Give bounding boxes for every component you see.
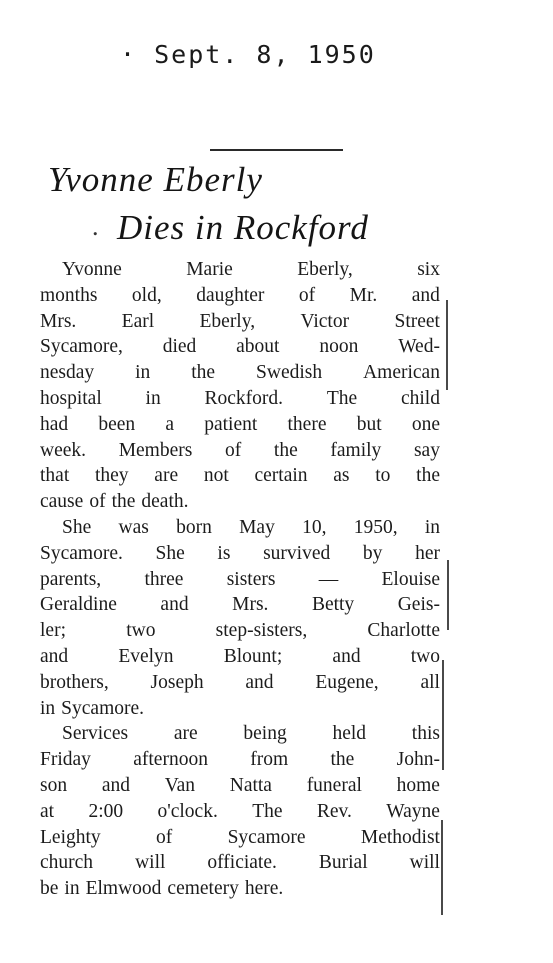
body-line: Yvonne Marie Eberly, six — [62, 259, 440, 280]
clipping-edge-mark — [447, 560, 449, 630]
headline-mark: . — [92, 212, 99, 241]
body-line: Friday afternoon from the John- — [40, 749, 440, 771]
headline-line-1: Yvonne Eberly — [48, 160, 263, 199]
body-line: Services are being held this — [62, 723, 440, 745]
body-line: months old, daughter of Mr. and — [40, 284, 440, 306]
body-line: Geraldine and Mrs. Betty Geis- — [40, 594, 440, 616]
body-line: brothers, Joseph and Eugene, all — [40, 671, 440, 693]
body-line: in Sycamore. — [40, 697, 145, 719]
body-line: Mrs. Earl Eberly, Victor Street — [40, 310, 440, 332]
body-line: Sycamore, died about noon Wed- — [40, 336, 440, 358]
body-line: She was born May 10, 1950, in — [62, 516, 440, 538]
headline-line-2: Dies in Rockford — [117, 208, 369, 247]
body-line: son and Van Natta funeral home — [40, 774, 440, 796]
clipping-edge-mark — [446, 300, 448, 390]
clipping-edge-mark — [442, 660, 444, 770]
body-line: had been a patient there but one — [40, 413, 440, 435]
clipping-date: · Sept. 8, 1950 — [120, 40, 376, 69]
body-line: hospital in Rockford. The child — [40, 387, 440, 409]
body-line: parents, three sisters — Elouise — [40, 568, 440, 590]
obituary-body — [40, 257, 440, 902]
body-line: be in Elmwood cemetery here. — [40, 878, 284, 900]
body-line: week. Members of the family say — [40, 439, 440, 461]
body-line: and Evelyn Blount; and two — [40, 645, 440, 667]
body-line: church will officiate. Burial will — [40, 852, 440, 874]
body-line: nesday in the Swedish American — [40, 362, 440, 384]
body-line: cause of the death. — [40, 491, 189, 513]
body-line: that they are not certain as to the — [40, 465, 440, 487]
body-line: ler; two step-sisters, Charlotte — [40, 620, 440, 642]
clipping-edge-mark — [441, 820, 443, 915]
body-line: Sycamore. She is survived by her — [40, 542, 440, 564]
headline-rule — [210, 149, 343, 151]
body-line: Leighty of Sycamore Methodist — [40, 826, 440, 848]
body-line: at 2:00 o'clock. The Rev. Wayne — [40, 800, 440, 822]
